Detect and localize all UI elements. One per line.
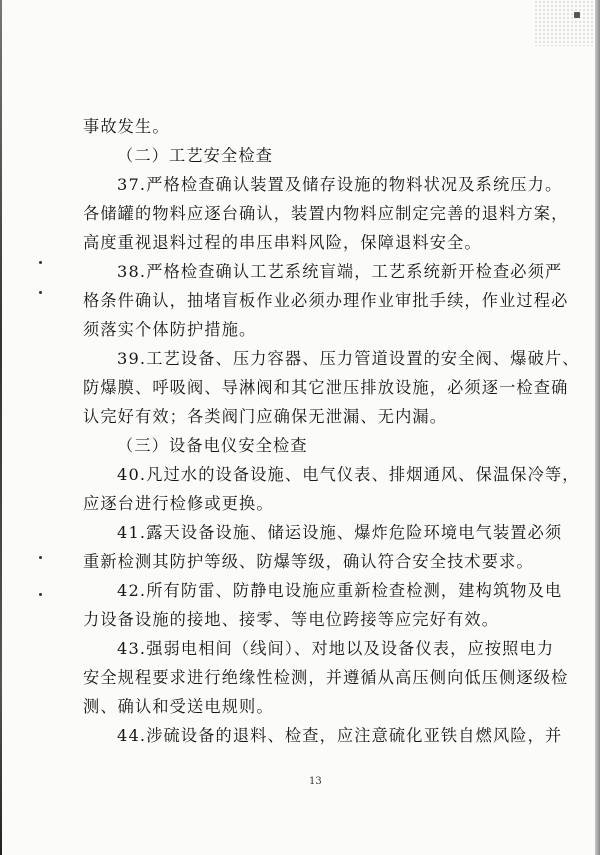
scan-speckle-noise [534, 0, 594, 46]
paragraph-line: 38.严格检查确认工艺系统盲端，工艺系统新开检查必须严 [117, 262, 563, 281]
scan-corner-mark [574, 12, 580, 18]
section-heading: （二）工艺安全检查 [117, 146, 274, 165]
page-number: 13 [309, 776, 322, 787]
text-line: 事故发生。 [83, 117, 170, 136]
paragraph-line: 须落实个体防护措施。 [83, 320, 257, 339]
paragraph-line: 认完好有效；各类阀门应确保无泄漏、无内漏。 [83, 407, 448, 426]
paragraph-line: 格条件确认，抽堵盲板作业必须办理作业审批手续，作业过程必 [83, 291, 569, 310]
binding-hole-dot [39, 291, 42, 294]
paragraph-line: 42.所有防雷、防静电设施应重新检查检测，建构筑物及电 [117, 581, 563, 600]
paragraph-line: 测、确认和受送电规则。 [83, 697, 274, 716]
scan-left-edge [0, 0, 2, 855]
paragraph-line: 应逐台进行检修或更换。 [83, 494, 274, 513]
binding-hole-dot [39, 593, 42, 596]
paragraph-line: 43.强弱电相间（线间）、对地以及设备仪表，应按照电力 [117, 639, 555, 658]
section-heading: （三）设备电仪安全检查 [117, 436, 308, 455]
paragraph-line: 安全规程要求进行绝缘性检测，并遵循从高压侧向低压侧逐级检 [83, 668, 569, 687]
paragraph-line: 44.涉硫设备的退料、检查，应注意硫化亚铁自燃风险，并 [117, 726, 563, 745]
paragraph-line: 40.凡过水的设备设施、电气仪表、排烟通风、保温保冷等， [117, 465, 580, 484]
paragraph-line: 39.工艺设备、压力容器、压力管道设置的安全阀、爆破片、 [117, 349, 580, 368]
paragraph-line: 高度重视退料过程的串压串料风险，保障退料安全。 [83, 233, 482, 252]
paragraph-line: 力设备设施的接地、接零、等电位跨接等应完好有效。 [83, 610, 500, 629]
paragraph-line: 防爆膜、呼吸阀、导淋阀和其它泄压排放设施，必须逐一检查确 [83, 378, 569, 397]
paragraph-line: 37.严格检查确认装置及储存设施的物料状况及系统压力。 [117, 175, 563, 194]
paragraph-line: 41.露天设备设施、储运设施、爆炸危险环境电气装置必须 [117, 523, 563, 542]
binding-hole-dot [39, 261, 42, 264]
paragraph-line: 各储罐的物料应逐台确认，装置内物料应制定完善的退料方案， [83, 204, 569, 223]
scan-right-edge [595, 0, 600, 855]
binding-hole-dot [39, 556, 42, 559]
paragraph-line: 重新检测其防护等级、防爆等级，确认符合安全技术要求。 [83, 552, 534, 571]
